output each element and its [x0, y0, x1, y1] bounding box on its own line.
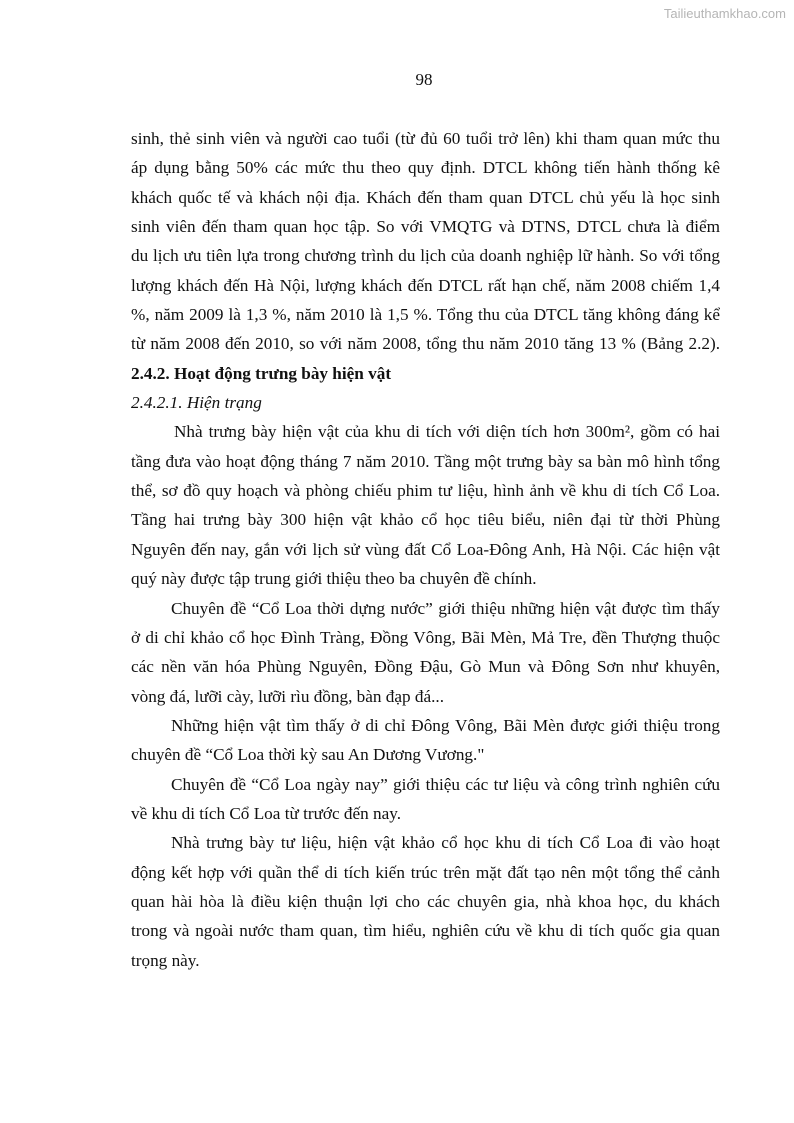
- text-line: khách quốc tế và khách nội địa. Khách đến tham quan DTCL chủ yếu là học sinh: [131, 187, 720, 207]
- text-line: ở di chỉ khảo cổ học Đình Tràng, Đồng Vông, Bãi Mèn, Mả Tre, đền Thượng thuộc: [131, 627, 720, 647]
- text-line: trọng này.: [131, 950, 200, 970]
- paragraph: [131, 770, 720, 829]
- text-line: Nguyên đến nay, gắn với lịch sử vùng đất Cổ Loa-Đông Anh, Hà Nội. Các hiện vật: [131, 539, 720, 559]
- text-line: Nhà trưng bày hiện vật của khu di tích với diện tích hơn 300m², gồm có hai: [174, 422, 720, 442]
- text-line: trong và ngoài nước tham quan, tìm hiểu, nghiên cứu về khu di tích quốc gia quan: [131, 921, 720, 941]
- page-number: 98: [415, 70, 433, 89]
- text-line: Chuyên đề “Cổ Loa thời dựng nước” giới thiệu những hiện vật được tìm thấy: [171, 598, 720, 618]
- text-line: thể, sơ đồ quy hoạch và phòng chiếu phim tư liệu, hình ảnh về khu di tích Cổ Loa.: [131, 481, 720, 501]
- subsection-heading: [131, 388, 720, 417]
- text-line: tầng đưa vào hoạt động tháng 7 năm 2010. Tầng một trưng bày sa bàn mô hình tổng: [131, 451, 720, 471]
- text-line: chuyên đề “Cổ Loa thời kỳ sau An Dương Vương.": [131, 745, 485, 765]
- text-line: động kết hợp với quần thể di tích kiến trúc trên mặt đất tạo nên một tổng thể cảnh: [131, 862, 720, 882]
- text-line: Những hiện vật tìm thấy ở di chỉ Đông Vông, Bãi Mèn được giới thiệu trong: [171, 715, 720, 735]
- paragraph: [131, 417, 720, 593]
- paragraph: [131, 594, 720, 711]
- paragraph: [131, 124, 720, 359]
- heading-text: 2.4.2. Hoạt động trưng bày hiện vật: [131, 363, 392, 383]
- section-heading: [131, 359, 720, 388]
- text-line: áp dụng bằng 50% các mức thu theo quy định. DTCL không tiến hành thống kê: [131, 158, 720, 178]
- paragraph: [131, 828, 720, 975]
- subheading-text: 2.4.2.1. Hiện trạng: [131, 393, 262, 413]
- text-line: quan hài hòa là điều kiện thuận lợi cho các chuyên gia, nhà khoa học, du khách: [131, 891, 720, 911]
- text-line: lượng khách đến Hà Nội, lượng khách đến DTCL rất hạn chế, năm 2008 chiếm 1,4: [131, 275, 720, 295]
- text-line: vòng đá, lưỡi cày, lưỡi rìu đồng, bàn đạp đá...: [131, 686, 445, 706]
- text-line: %, năm 2009 là 1,3 %, năm 2010 là 1,5 %. Tổng thu của DTCL tăng không đáng kể: [131, 305, 720, 325]
- text-line: về khu di tích Cổ Loa từ trước đến nay.: [131, 803, 402, 823]
- watermark: Tailieuthamkhao.com: [663, 6, 786, 21]
- text-line: từ năm 2008 đến 2010, so với năm 2008, tổng thu năm 2010 tăng 13 % (Bảng 2.2).: [131, 334, 720, 354]
- text-line: các nền văn hóa Phùng Nguyên, Đồng Đậu, Gò Mun và Đông Sơn như khuyên,: [131, 657, 720, 677]
- text-line: Tầng hai trưng bày 300 hiện vật khảo cổ học tiêu biểu, niên đại từ thời Phùng: [131, 510, 720, 530]
- paragraph: [131, 711, 720, 770]
- text-line: sinh viên đến tham quan học tập. So với VMQTG và DTNS, DTCL chưa là điểm: [131, 217, 720, 237]
- text-line: Nhà trưng bày tư liệu, hiện vật khảo cổ học khu di tích Cổ Loa đi vào hoạt: [171, 833, 720, 853]
- text-line: quý này được tập trung giới thiệu theo ba chuyên đề chính.: [131, 569, 537, 589]
- text-line: Chuyên đề “Cổ Loa ngày nay” giới thiệu các tư liệu và công trình nghiên cứu: [171, 774, 720, 794]
- document-body: [131, 124, 720, 975]
- text-line: sinh, thẻ sinh viên và người cao tuổi (từ đủ 60 tuổi trở lên) khi tham quan mức thu: [131, 129, 720, 148]
- text-line: du lịch ưu tiên lựa trong chương trình du lịch của doanh nghiệp lữ hành. So với tổng: [131, 246, 720, 266]
